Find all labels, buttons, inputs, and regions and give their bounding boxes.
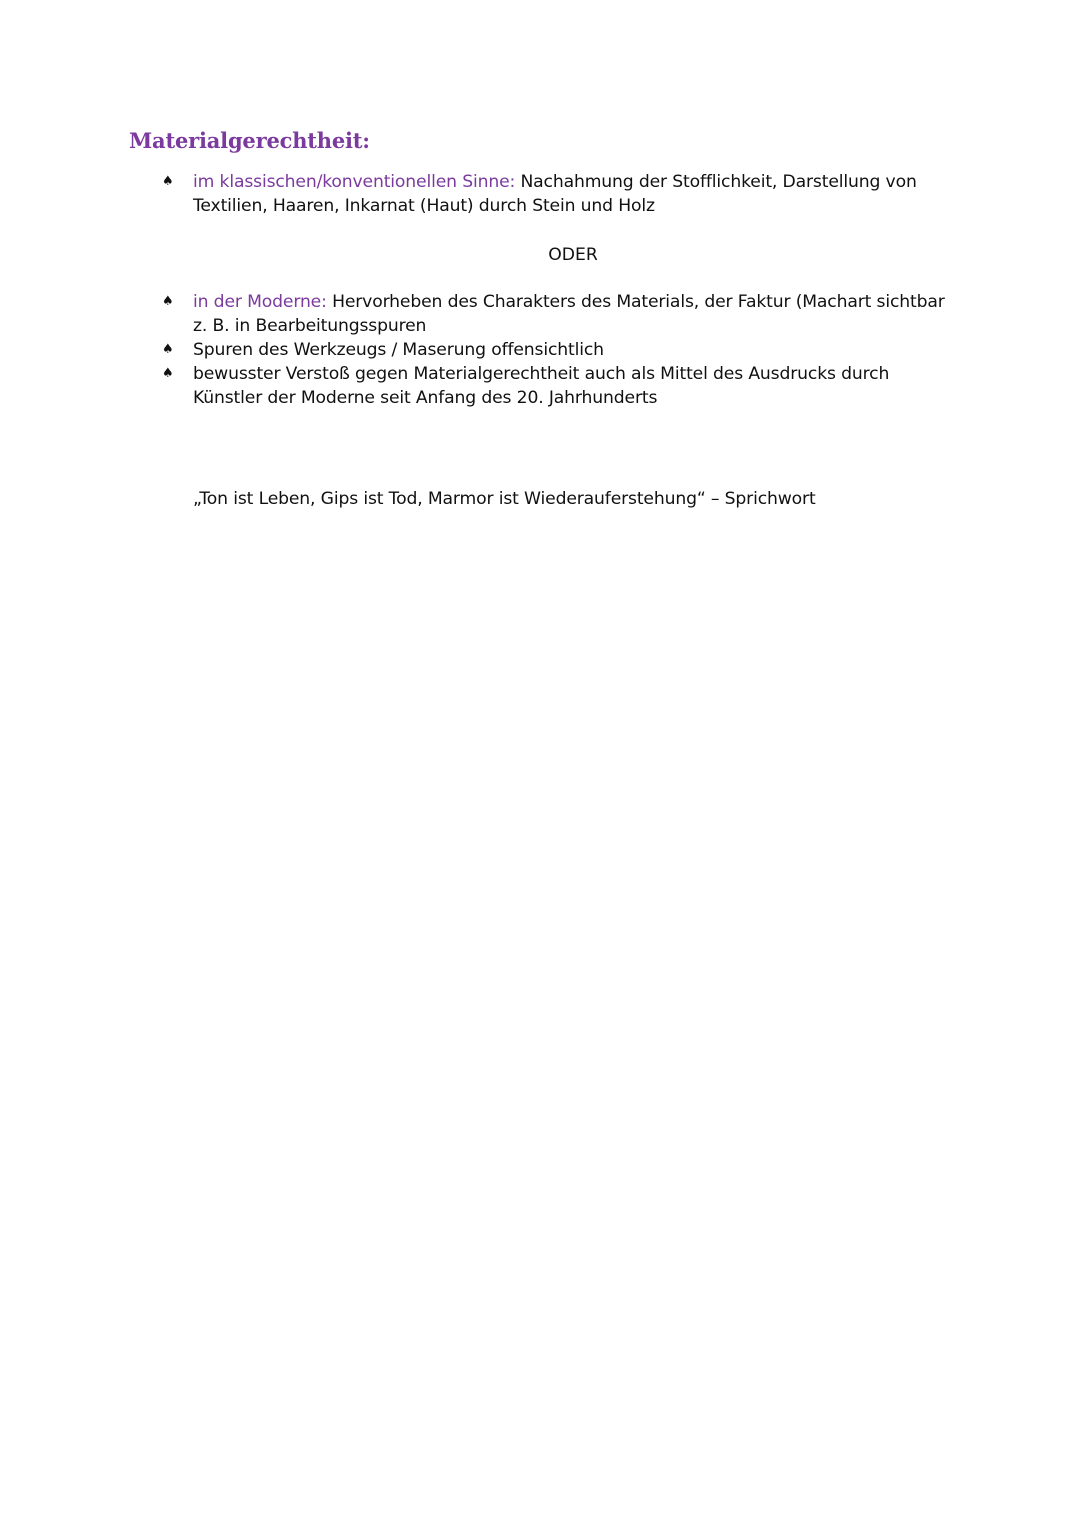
list-item-text: Nachahmung der Stofflichkeit, Darstellung von Textilien, Haaren, Inkarnat (Haut) durch Stein und Holz [193,172,917,216]
proverb-quote: „Ton ist Leben, Gips ist Tod, Marmor ist Wiederauferstehung“ – Sprichwort [193,489,816,509]
separator-text: ODER [548,245,598,265]
list-item-highlight: im klassischen/konventionellen Sinne: [193,172,516,192]
spade-icon: ♠ [162,342,174,357]
list-item-text: Hervorheben des Charakters des Materials, der Faktur (Machart sichtbar z. B. in Bearbeitungsspuren [193,292,945,336]
bullet-list-modern [159,290,959,410]
list-item-text: bewusster Verstoß gegen Materialgerechtheit auch als Mittel des Ausdrucks durch Künstler der Moderne seit Anfang des 20. Jahrhunderts [193,364,890,408]
list-item-highlight: in der Moderne: [193,292,327,312]
list-item-text: Spuren des Werkzeugs / Maserung offensichtlich [193,340,604,360]
bullet-list-classical [159,170,959,218]
list-item [159,338,959,362]
list-item [159,362,959,410]
list-item [159,290,959,338]
spade-icon: ♠ [162,366,174,381]
list-item [159,170,959,218]
spade-icon: ♠ [162,174,174,189]
spade-icon: ♠ [162,294,174,309]
section-heading: Materialgerechtheit: [129,128,370,153]
